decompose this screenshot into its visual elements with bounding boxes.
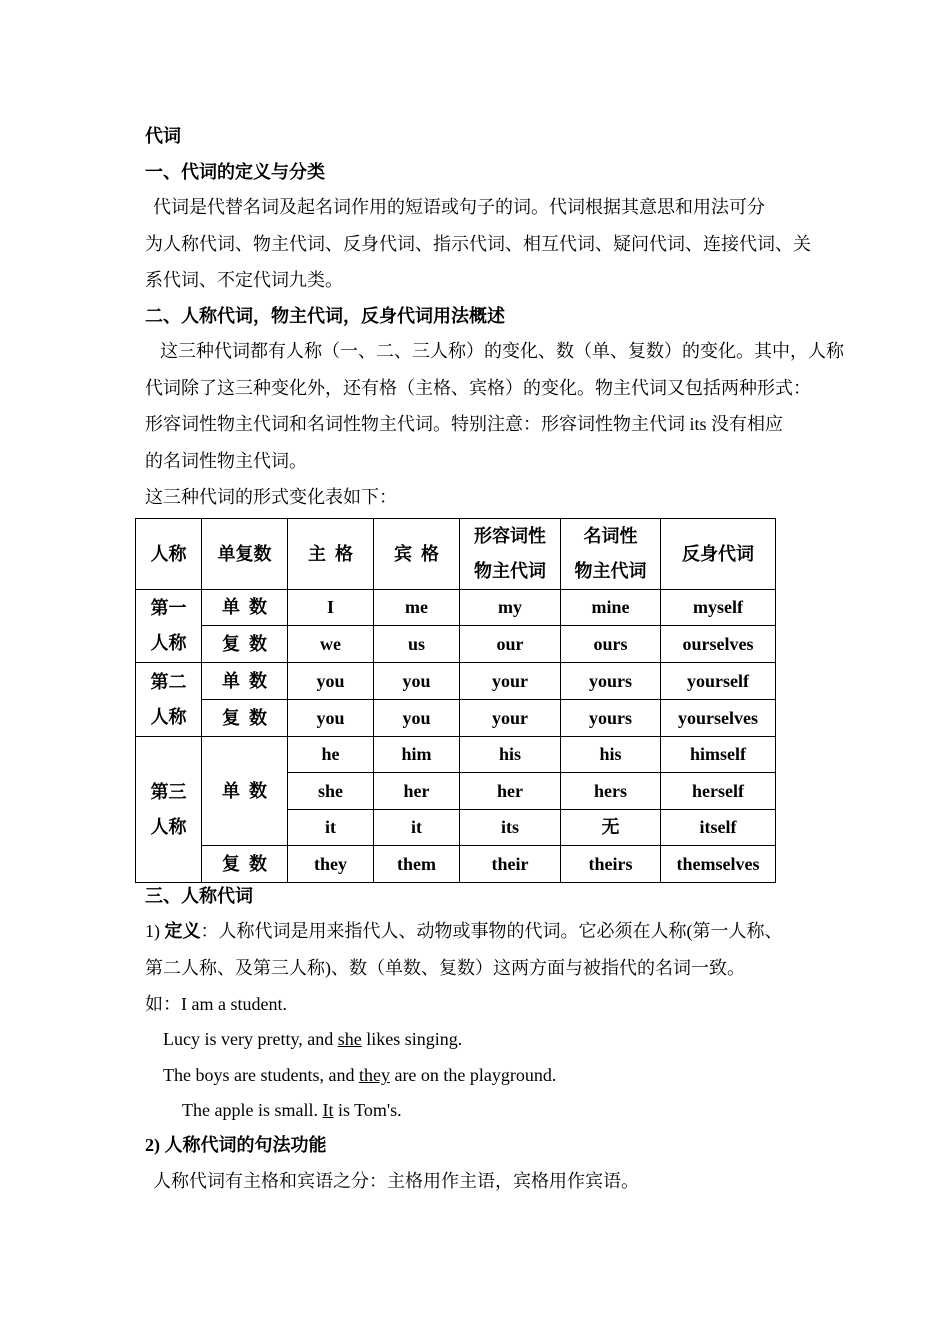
- cell: you: [288, 663, 374, 700]
- singular-cell: 单 数: [202, 737, 288, 846]
- section-1-paragraph-line: 代词是代替名词及起名词作用的短语或句子的词。代词根据其意思和用法可分: [153, 197, 765, 217]
- function-heading: 2) 人称代词的句法功能: [145, 1135, 327, 1155]
- header-line: 物主代词: [474, 561, 546, 581]
- pronoun-forms-table: [135, 518, 776, 883]
- cell: ourselves: [661, 626, 776, 663]
- cell: my: [460, 590, 561, 626]
- section-1-paragraph-line: 系代词、不定代词九类。: [145, 270, 343, 290]
- section-3-heading: 三、人称代词: [145, 886, 253, 906]
- cell: her: [460, 773, 561, 810]
- cell: theirs: [561, 846, 661, 883]
- function-text: 人称代词有主格和宾语之分：主格用作主语，宾格用作宾语。: [153, 1171, 639, 1191]
- header-object-case: 宾 格: [374, 519, 460, 590]
- singular-cell: 单 数: [202, 590, 288, 626]
- person-line: 第二: [150, 671, 187, 692]
- table-row: [136, 737, 776, 773]
- cell: yours: [561, 700, 661, 737]
- cell: yourselves: [661, 700, 776, 737]
- example-pronoun: she: [337, 1029, 362, 1049]
- example-prefix: 如：: [145, 994, 181, 1014]
- cell: them: [374, 846, 460, 883]
- cell: you: [374, 700, 460, 737]
- cell: your: [460, 663, 561, 700]
- table-row: [136, 590, 776, 626]
- header-adjective-possessive: [460, 519, 561, 590]
- cell: our: [460, 626, 561, 663]
- cell: themselves: [661, 846, 776, 883]
- cell: hers: [561, 773, 661, 810]
- cell: I: [288, 590, 374, 626]
- header-reflexive: 反身代词: [661, 519, 776, 590]
- person-line: 第一: [150, 598, 187, 618]
- first-person-cell: [136, 590, 202, 663]
- table-row: [136, 663, 776, 700]
- definition-line: [145, 919, 783, 943]
- table-header-row: [136, 519, 776, 590]
- section-1-heading: 一、代词的定义与分类: [145, 162, 325, 182]
- example-pronoun: It: [322, 1100, 334, 1120]
- cell: their: [460, 846, 561, 883]
- cell: mine: [561, 590, 661, 626]
- cell: your: [460, 700, 561, 737]
- document-title: 代词: [145, 126, 181, 146]
- example-line: [182, 1098, 402, 1122]
- cell: you: [374, 663, 460, 700]
- section-2-heading: 二、人称代词，物主代词，反身代词用法概述: [145, 306, 505, 326]
- definition-text: ：人称代词是用来指代人、动物或事物的代词。它必须在人称(第一人称、: [200, 921, 783, 941]
- table-intro: 这三种代词的形式变化表如下：: [145, 487, 397, 507]
- cell: us: [374, 626, 460, 663]
- cell: his: [561, 737, 661, 773]
- section-2-paragraph-line: 形容词性物主代词和名词性物主代词。特别注意：形容词性物主代词 its 没有相应: [145, 414, 784, 434]
- section-2-paragraph-line: 的名词性物主代词。: [145, 451, 307, 471]
- example-text: is Tom's.: [333, 1100, 402, 1120]
- person-line: 第三: [150, 781, 187, 802]
- example-pronoun: they: [358, 1065, 390, 1085]
- table-row: [136, 626, 776, 663]
- example-text: I am a student.: [181, 994, 287, 1014]
- singular-cell: 单 数: [202, 663, 288, 700]
- cell: his: [460, 737, 561, 773]
- header-noun-possessive: [561, 519, 661, 590]
- person-line: 人称: [150, 816, 187, 837]
- third-person-cell: [136, 737, 202, 883]
- cell: its: [460, 810, 561, 846]
- example-text: The apple is small.: [182, 1100, 323, 1120]
- cell: himself: [661, 737, 776, 773]
- header-line: 物主代词: [574, 561, 647, 581]
- header-line: 形容词性: [474, 526, 546, 546]
- person-line: 人称: [150, 633, 187, 653]
- cell: it: [288, 810, 374, 846]
- table-row: [136, 700, 776, 737]
- header-person: 人称: [136, 519, 202, 590]
- example-line: [163, 1063, 556, 1087]
- section-2-paragraph-line: 代词除了这三种变化外，还有格（主格、宾格）的变化。物主代词又包括两种形式：: [145, 378, 811, 398]
- cell: ours: [561, 626, 661, 663]
- header-line: 名词性: [583, 526, 638, 546]
- definition-line: 第二人称、及第三人称)、数（单数、复数）这两方面与被指代的名词一致。: [145, 958, 745, 978]
- table-row: [136, 846, 776, 883]
- plural-cell: 复 数: [202, 700, 288, 737]
- cell: they: [288, 846, 374, 883]
- example-text: are on the playground.: [389, 1065, 557, 1085]
- cell: she: [288, 773, 374, 810]
- cell: we: [288, 626, 374, 663]
- person-line: 人称: [150, 706, 187, 727]
- cell: myself: [661, 590, 776, 626]
- definition-label: 定义: [164, 921, 201, 941]
- cell: me: [374, 590, 460, 626]
- section-2-paragraph-line: 这三种代词都有人称（一、二、三人称）的变化、数（单、复数）的变化。其中，人称: [160, 341, 844, 361]
- section-1-paragraph-line: 为人称代词、物主代词、反身代词、指示代词、相互代词、疑问代词、连接代词、关: [145, 234, 811, 254]
- example-text: Lucy is very pretty, and: [163, 1029, 338, 1049]
- cell: 无: [561, 810, 661, 846]
- example-text: likes singing.: [361, 1029, 463, 1049]
- cell: yours: [561, 663, 661, 700]
- example-line: [145, 992, 287, 1016]
- plural-cell: 复 数: [202, 626, 288, 663]
- cell: he: [288, 737, 374, 773]
- cell: her: [374, 773, 460, 810]
- cell: yourself: [661, 663, 776, 700]
- second-person-cell: [136, 663, 202, 737]
- cell: it: [374, 810, 460, 846]
- cell: you: [288, 700, 374, 737]
- example-line: [163, 1027, 462, 1051]
- cell: herself: [661, 773, 776, 810]
- plural-cell: 复 数: [202, 846, 288, 883]
- cell: him: [374, 737, 460, 773]
- cell: itself: [661, 810, 776, 846]
- header-number: 单复数: [202, 519, 288, 590]
- example-text: The boys are students, and: [163, 1065, 359, 1085]
- definition-number: 1): [145, 921, 165, 941]
- header-subject-case: 主 格: [288, 519, 374, 590]
